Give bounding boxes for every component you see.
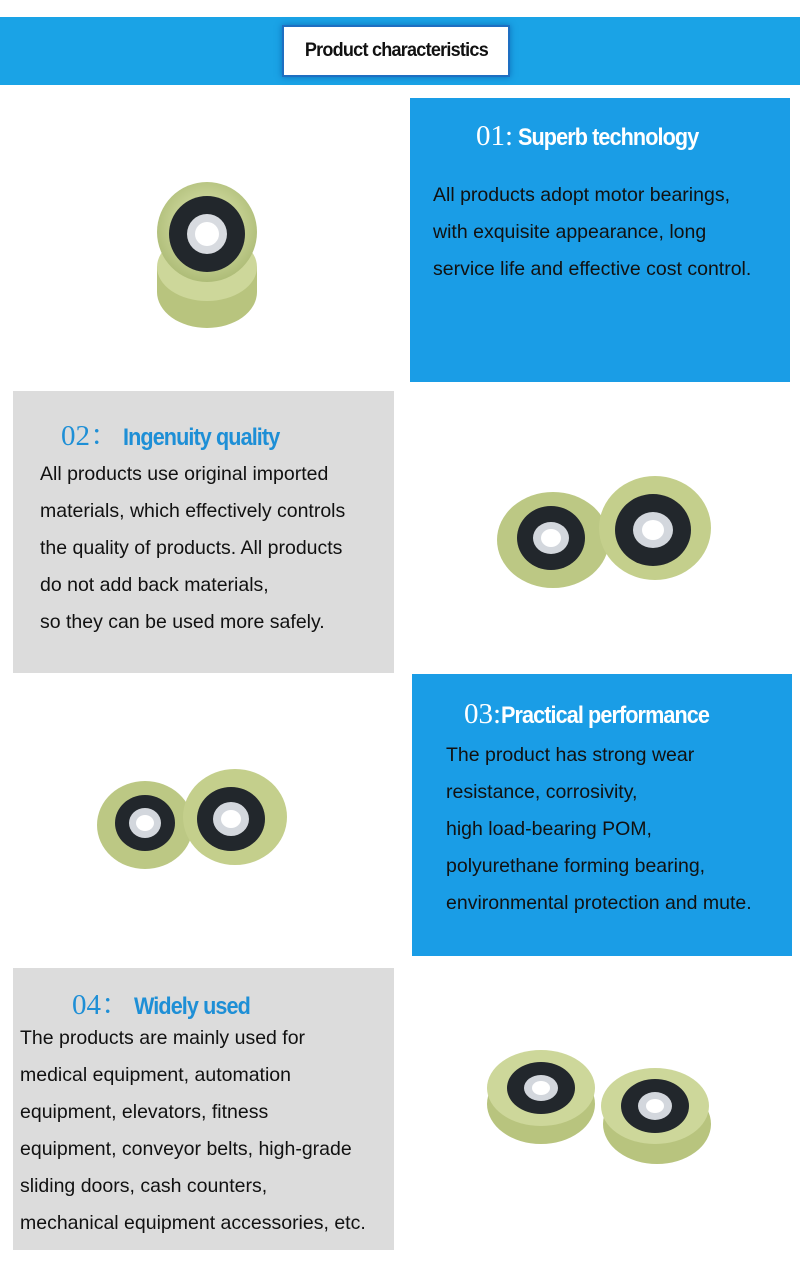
feature-number: 01: [476, 120, 514, 152]
pair-bearing-wheels-icon [485, 1042, 715, 1167]
feature-heading-3 [464, 698, 732, 731]
text-line: polyurethane forming bearing, [446, 855, 706, 877]
text-line: The product has strong wear [446, 744, 695, 766]
text-line: All products adopt motor bearings, [433, 184, 730, 206]
feature-title: Ingenuity quality [123, 424, 280, 451]
product-image-3 [95, 765, 290, 875]
feature-heading-1 [476, 120, 718, 153]
feature-title: Superb technology [517, 124, 698, 151]
pair-bearing-wheels-icon [495, 472, 715, 597]
text-line: high load-bearing POM, [446, 818, 652, 840]
text-line: service life and effective cost control. [433, 258, 752, 280]
feature-title: Practical performance [501, 702, 710, 729]
feature-panel-4 [13, 968, 394, 1250]
feature-panel-2 [13, 391, 394, 673]
feature-text-4 [20, 1020, 366, 1242]
product-image-2 [495, 472, 715, 597]
feature-heading-4 [72, 982, 263, 1023]
feature-number: 03: [464, 698, 502, 730]
header-title-box [282, 25, 510, 77]
text-line: with exquisite appearance, long [433, 221, 707, 243]
text-line: equipment, conveyor belts, high-grade [20, 1138, 352, 1160]
text-line: do not add back materials, [40, 574, 269, 596]
text-line: mechanical equipment accessories, etc. [20, 1212, 366, 1234]
text-line: All products use original imported [40, 463, 329, 485]
product-image-1 [145, 172, 275, 337]
text-line: sliding doors, cash counters, [20, 1175, 268, 1197]
text-line: resistance, corrosivity, [446, 781, 638, 803]
feature-text-1 [433, 177, 751, 288]
text-line: equipment, elevators, fitness [20, 1101, 269, 1123]
feature-panel-1 [410, 98, 790, 382]
text-line: materials, which effectively controls [40, 500, 346, 522]
page-title: Product characteristics [304, 40, 488, 61]
text-line: The products are mainly used for [20, 1027, 306, 1049]
feature-panel-3 [412, 674, 792, 956]
text-line: so they can be used more safely. [40, 611, 325, 633]
feature-number: 02： [61, 420, 120, 452]
feature-title: Widely used [134, 993, 251, 1020]
feature-text-3 [446, 737, 752, 922]
text-line: the quality of products. All products [40, 537, 343, 559]
feature-number: 04： [72, 989, 131, 1021]
feature-text-2 [40, 456, 345, 641]
pair-bearing-wheels-icon [95, 765, 290, 875]
text-line: environmental protection and mute. [446, 892, 752, 914]
product-image-4 [485, 1042, 715, 1167]
stacked-bearing-wheels-icon [145, 172, 275, 337]
text-line: medical equipment, automation [20, 1064, 291, 1086]
feature-heading-2 [61, 413, 297, 454]
